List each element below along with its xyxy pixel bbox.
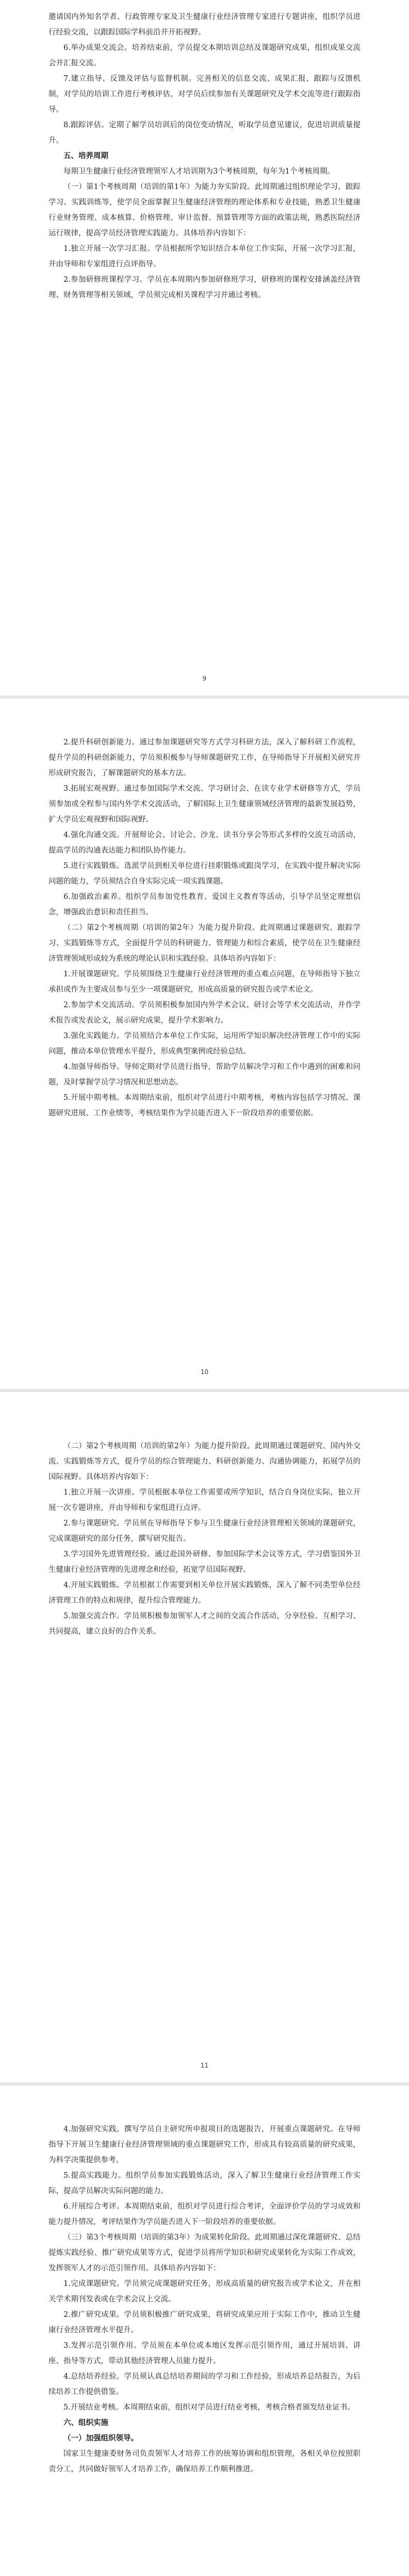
page-number: 9: [202, 675, 207, 682]
page-1: [0, 0, 409, 696]
page-body: [48, 1438, 361, 1639]
paragraph: （二）第2个考核周期（培训的第2年）为能力提升阶段。此周期通过课题研究、国内外交流、实践锻炼等方式，提升学员的综合管理能力、科研创新能力、沟通协调能力，拓展学员的国际视野。具体培养内容如下：: [48, 1442, 361, 1481]
section-heading: 六、组织实施: [63, 2419, 108, 2427]
page-body: [48, 2122, 361, 2477]
page-2: [0, 699, 409, 1389]
section-heading: 五、培养周期: [63, 152, 108, 160]
section-heading: （一）加强组织领导。: [63, 2434, 138, 2443]
paragraph: 8.跟踪评估。定期了解学员培训后的岗位变动情况，听取学员意见建议，促进培训质量提升。: [48, 121, 361, 145]
paragraph: （三）第3个考核周期（培训的第3年）为成果转化阶段。此周期通过深化课题研究、总结提炼实践经验、推广研究成果等方式，促进学员将所学知识和研究成果转化为实际工作成效，发挥领军人才的示范引领作用。具体培养内容如下：: [48, 2233, 361, 2273]
paragraph: 4.加强导师指导。导师定期对学员进行指导，帮助学员解决学习和工作中遇到的困难和问题，及时掌握学员学习情况和思想动态。: [48, 1063, 361, 1087]
paragraph: 2.参加研修班课程学习。学员在本周期内参加研修班学习，研修班的课程安排涵盖经济管理、财务管理等相关领域，学员须完成相关课程学习并通过考核。: [48, 276, 361, 299]
paragraph: 3.学习国外先进管理经验。通过赴国外研修、参加国际学术会议等方式，学习借鉴国外卫生健康行业经济管理的先进理念和经验，拓宽学员国际视野。: [48, 1550, 361, 1574]
paragraph: 国家卫生健康委财务司负责领军人才培养工作的统筹协调和组织管理，各相关单位按照职责分工，共同做好领军人才培养工作，确保培养工作顺利推进。: [48, 2450, 361, 2473]
paragraph: 邀请国内外知名学者、行政管理专家及卫生健康行业经济管理专家进行专题讲座，组织学员进行经验交流，以跟踪国际学科前沿并开拓视野。: [48, 13, 361, 37]
paragraph: 1.完成课题研究。学员须完成课题研究任务，形成高质量的研究报告或学术论文，并在相关学术期刊发表或在学术会议上交流。: [48, 2280, 361, 2303]
page-body: [48, 9, 361, 303]
paragraph: （一）第1个考核周期（培训的第1年）为能力夯实阶段。此周期通过组织理论学习、跟踪学习、实践训练等，使学员全面掌握卫生健康经济管理的理论体系和专业技能，熟悉卫生健康行业财务管理、成本核算、价格管理、审计监督、预算管理等方面的政策法规，熟悉医院经济运行规律，提高学员经济管理实践能力。具体培养内容如下：: [48, 183, 361, 238]
paragraph: 1.开展课题研究。学员须围绕卫生健康行业经济管理的重点难点问题，在导师指导下独立承担或作为主要成员参与至少一项课题研究，形成高质量的研究报告或学术论文。: [48, 970, 361, 994]
paragraph: 1.独立开展一次学习汇报。学员根据所学知识结合本单位工作实际，开展一次学习汇报，并由导师和专家组进行点评指导。: [48, 245, 361, 268]
paragraph: 6.开展综合考评。本周期结束前，组织对学员进行综合考评，全面评价学员的学习成效和能力提升情况，考评结果作为学员能否进入下一阶段培养的重要依据。: [48, 2202, 361, 2226]
paragraph: 每期卫生健康行业经济管理领军人才培训期为3个考核周期，每年为1个考核周期。: [63, 167, 335, 176]
page-body: [48, 735, 361, 1121]
paragraph: 4.强化沟通交流。开展辩论会、讨论会、沙龙、读书分享会等形式多样的交流互动活动，提高学员的沟通表达能力和团队协作能力。: [48, 831, 361, 855]
page-number: 10: [200, 1368, 209, 1376]
page-3: [0, 1392, 409, 2082]
page-4: [0, 2086, 409, 2576]
page-number: 11: [200, 2062, 209, 2069]
paragraph: 2.推广研究成果。学员须积极推广研究成果，将研究成果应用于实际工作中，推动卫生健康行业经济管理水平提升。: [48, 2311, 361, 2334]
paragraph: 4.开展实践锻炼。学员根据工作需要到相关单位开展实践锻炼，深入了解不同类型单位经济管理工作的特点和规律，提升综合管理能力。: [48, 1581, 361, 1605]
paragraph: 2.参加学术交流活动。学员须积极参加国内外学术会议、研讨会等学术交流活动，并作学术报告或发表论文，展示研究成果，提升学术影响力。: [48, 1001, 361, 1025]
paragraph: 3.拓展宏观视野。通过参加国际学术交流、学习研讨会、在读专业学术研修等方式，学员须参加或全程参与国内外学术交流活动，了解国际上卫生健康领域经济管理的最新发展趋势，扩大学员宏观视野和国际视野。: [48, 785, 361, 824]
paragraph: 6.举办成果交流会。培养结束前，学员提交本期培训总结及课题研究成果，组织成果交流会并汇报交流。: [48, 44, 361, 67]
paragraph: 2.参与课题研究。学员须在导师指导下参与卫生健康行业经济管理相关领域的课题研究，完成课题研究的部分任务，撰写研究报告。: [48, 1519, 361, 1543]
paragraph: 4.总结培养经验。学员须认真总结培养期间的学习和工作经验，形成培养总结报告，为后续培养工作提供借鉴。: [48, 2372, 361, 2396]
paragraph: 1.独立开展一次讲座。学员根据本单位工作需要或所学知识，结合自身岗位实际，独立开展一次专题讲座，并由导师和专家组进行点评。: [48, 1488, 361, 1512]
paragraph: 6.加强政治素养。组织学员参加党性教育、爱国主义教育等活动，引导学员坚定理想信念，增强政治意识和责任担当。: [48, 893, 361, 917]
paragraph: 5.开展中期考核。本周期结束前，组织对学员进行中期考核，考核内容包括学习情况、课题研究进展、工作业绩等，考核结果作为学员能否进入下一阶段培养的重要依据。: [48, 1094, 361, 1117]
paragraph: 2.提升科研创新能力。通过参加课题研究等方式学习科研方法，深入了解科研工作流程，提升学员的科研创新能力，学员须积极参与导师课题研究工作，在导师指导下开展相关研究并形成研究报告，了解课题研究的基本方法。: [48, 738, 361, 777]
paragraph: （二）第2个考核周期（培训的第2年）为能力提升阶段。此周期通过课题研究、跟踪学习、实践锻炼等方式，全面提升学员的科研能力、管理能力和综合素质，使学员在卫生健康经济管理领域形成较为系统的理论认识和实践经验。具体培养内容如下：: [48, 924, 361, 963]
paragraph: 7.建立指导、反馈及评估与监督机制。完善相关的信息交流、成果汇报、跟踪与反馈机制，对学员的培训工作进行考核评估，对学员后续参加有关课题研究及学术交流等进行跟踪指导。: [48, 75, 361, 114]
paragraph: 4.加强研究实践。撰写学员自主研究所申报项目的选题报告，开展重点课题研究。在导师指导下开展卫生健康行业经济管理领域的重点课题研究工作，形成具有较高质量的研究成果，为科学决策提供参考。: [48, 2125, 361, 2164]
paragraph: 5.提高实践能力。组织学员参加实践锻炼活动，深入了解卫生健康行业经济管理工作实际，提高学员解决实际问题的能力。: [48, 2172, 361, 2195]
paragraph: 5.开展结业考核。本周期结束前，组织对学员进行结业考核，考核合格者颁发结业证书。: [63, 2403, 355, 2412]
paragraph: 3.强化实践能力。学员须结合本单位工作实际，运用所学知识解决经济管理工作中的实际问题，推动本单位管理水平提升，形成典型案例或经验总结。: [48, 1032, 361, 1056]
paragraph: 5.进行实践锻炼。选派学员到相关单位进行挂职锻炼或跟岗学习，在实践中提升解决实际问题的能力，学员须结合自身实际完成一项实践课题。: [48, 862, 361, 886]
paragraph: 3.发挥示范引领作用。学员须在本单位或本地区发挥示范引领作用，通过开展培训、讲座、指导等方式，带动其他经济管理人员能力提升。: [48, 2342, 361, 2365]
paragraph: 5.加强交流合作。学员须积极参加领军人才之间的交流合作活动，分享经验、互相学习、共同提高，建立良好的合作关系。: [48, 1612, 361, 1636]
